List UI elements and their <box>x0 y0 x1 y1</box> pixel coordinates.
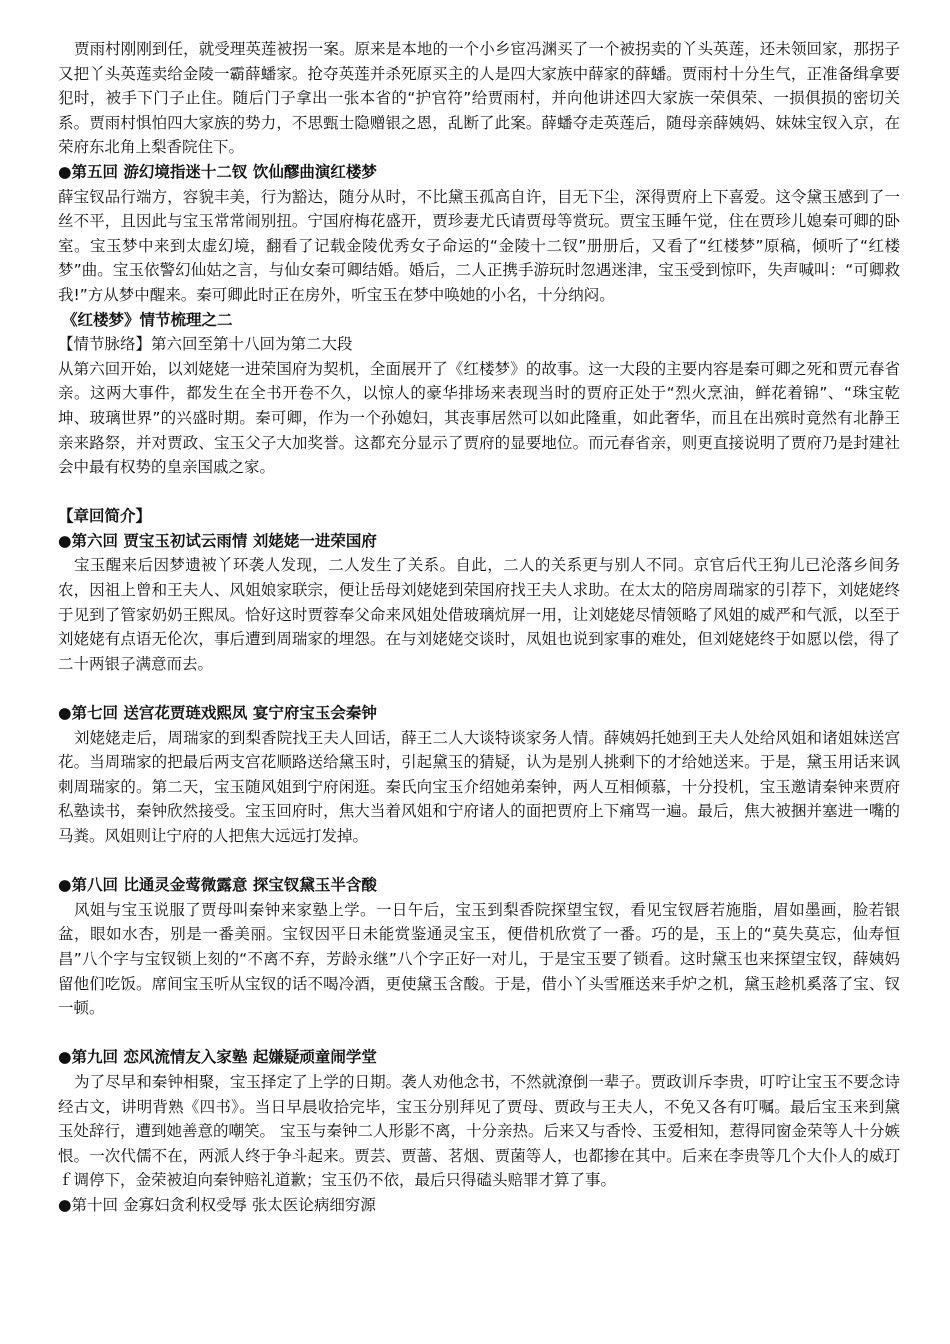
spacer <box>58 1021 900 1046</box>
spacer <box>58 849 900 874</box>
spacer <box>58 676 900 701</box>
chapter-9-title: ●第九回 恋风流情友入家塾 起嫌疑顽童闹学堂 <box>58 1048 377 1067</box>
chapter-6-title: ●第六回 贾宝玉初试云雨情 刘姥姥一进荣国府 <box>58 531 377 550</box>
plot-label: 【情节脉络】第六回至第十八回为第二大段 <box>58 335 353 354</box>
plot-body: 从第六回开始，以刘姥姥一进荣国府为契机，全面展开了《红楼梦》的故事。这一大段的主要内容是秦可卿之死和贾元春省亲。这两大事件，都发生在全书开卷不久，以惊人的豪华排场来表现当时的贾府正处于“烈火烹油，鲜花着锦”、“珠宝乾坤、玻璃世界”的兴盛时期。秦可卿，作为一个孙媳妇，其丧事居然可以如此隆重，如此奢华，而且在出殡时竟然有北静王亲来路祭，并对贾政、宝玉父子大加奖誉。这都充分显示了贾府的显要地位。而元春省亲，则更直接说明了贾府乃是封建社会中最有权势的皇亲国戚之家。 <box>58 359 900 477</box>
chapter-5-title: ●第五回 游幻境指迷十二钗 饮仙醪曲演红楼梦 <box>58 162 377 181</box>
section-2-title: 《红楼梦》情节梳理之二 <box>62 310 233 329</box>
chapter-8-title: ●第八回 比通灵金莺微露意 探宝钗黛玉半含酸 <box>58 876 377 895</box>
chapter-7-title: ●第七回 送宫花贾琏戏熙凤 宴宁府宝玉会秦钟 <box>58 704 377 723</box>
spacer <box>58 480 900 505</box>
chapter-7-body: 刘姥姥走后，周瑞家的到梨香院找王夫人回话，薛王二人大谈特谈家务人情。薛姨妈托她到王夫人处给风姐和诸姐妹送宫花。当周瑞家的把最后两支宫花顺路送给黛玉时，引起黛玉的猜疑，认为是别人挑剩下的才给她送来。于是，黛玉用话来讽刺周瑞家的。第二天，宝玉随风姐到宁府闲逛。秦氏向宝玉介绍她弟秦钟，两人互相倾慕，十分投机，宝玉邀请秦钟来贾府私塾读书，秦钟欣然接受。宝玉回府时，焦大当着风姐和宁府诸人的面把贾府上下痛骂一遍。最后，焦大被捆并塞进一嘴的马粪。风姐则让宁府的人把焦大远远打发掉。 <box>58 728 900 845</box>
chapter-10-title: ●第十回 金寡妇贪利权受辱 张太医论病细穷源 <box>58 1195 376 1214</box>
chapter-6-body: 宝玉醒来后因梦遗被丫环袭人发现，二人发生了关系。自此，二人的关系更与别人不同。京官后代王狗儿已沦落乡间务农，因祖上曾和王夫人、风姐娘家联宗，便让岳母刘姥姥到荣国府找王夫人求助。在太太的陪房周瑞家的引荐下，刘姥姥终于见到了管家奶奶王熙凤。恰好这时贾蓉奉父命来风姐处借玻璃炕屏一用，让刘姥姥尽情领略了风姐的威严和气派，以至于刘姥姥有点语无伦次，事后遭到周瑞家的埋怨。在与刘姥姥交谈时，凤姐也说到家事的难处，但刘姥姥终于如愿以偿，得了二十两银子满意而去。 <box>58 556 900 673</box>
chapter-9-body: 为了尽早和秦钟相聚，宝玉择定了上学的日期。袭人劝他念书，不然就潦倒一辈子。贾政训斥李贵，叮咛让宝玉不要念诗经古文，讲明背熟《四书》。当日早晨收拾完毕，宝玉分别拜见了贾母、贾政与王夫人，不免又各有叮嘱。最后宝玉来到黛玉处辞行，遭到她善意的嘲笑。 宝玉与秦钟二人形影不离，十分亲热。后来又与香怜、玉爱相知，惹得同窗金荣等人十分嫉恨。一次代儒不在，两派人终于争斗起来。贾芸、贾蔷、茗烟、贾菌等人，也都掺在其中。后来在李贵等几个大仆人的威玎ｆ调停下，金荣被迫向秦钟赔礼道歉；宝玉仍不依，最后只得磕头赔罪才算了事。 <box>58 1072 900 1190</box>
summary-label: 【章回简介】 <box>58 507 152 526</box>
chapter-5-body: 薛宝钗品行端方，容貌丰美，行为豁达，随分从时，不比黛玉孤高自许，目无下尘，深得贾府上下喜爱。这令黛玉感到了一丝不平，且因此与宝玉常常闹别扭。宁国府梅花盛开，贾珍妻尤氏请贾母等赏玩。贾宝玉睡午觉，住在贾珍儿媳秦可卿的卧室。宝玉梦中来到太虚幻境，翻看了记载金陵优秀女子命运的“金陵十二钗”册册后，又看了“红楼梦”原稿，倾听了“红楼梦”曲。宝玉依警幻仙姑之言，与仙女秦可卿结婚。婚后，二人正携手游玩时忽遇迷津，宝玉受到惊吓，失声喊叫：“可卿救我!”方从梦中醒来。秦可卿此时正在房外，听宝玉在梦中唤她的小名，十分纳闷。 <box>58 187 900 304</box>
chapter-8-body: 风姐与宝玉说服了贾母叫秦钟来家塾上学。一日午后，宝玉到梨香院探望宝钗，看见宝钗唇若施脂，眉如墨画，脸若银盆，眼如水杏，别是一番美丽。宝钗因平日未能赏鉴通灵宝玉，便借机欣赏了一番。巧的是，玉上的“莫失莫忘，仙寿恒昌”八个字与宝钗锁上刻的“不离不弃，芳龄永继”八个字正好一对儿，于是宝玉要了锁看。这时黛玉也来探望宝钗，薛姨妈留他们吃饭。席间宝玉听从宝钗的话不喝冷酒，更使黛玉含酸。于是，借小丫头雪雁送来手炉之机，黛玉趁机奚落了宝、钗一顿。 <box>58 900 900 1018</box>
intro-paragraph: 贾雨村刚刚到任，就受理英莲被拐一案。原来是本地的一个小乡宦冯渊买了一个被拐卖的丫头英莲，还未领回家，那拐子又把丫头英莲卖给金陵一霸薛蟠家。抢夺英莲并杀死原买主的人是四大家族中薛家的薛蟠。贾雨村十分生气，正准备缉拿要犯时，被手下门子止住。随后门子拿出一张本省的“护官符”给贾雨村，并向他讲述四大家族一荣俱荣、一损俱损的密切关系。贾雨村惧怕四大家族的势力，不思甄士隐赠银之恩，乱断了此案。薛蟠夺走英莲后，随母亲薛姨妈、妹妹宝钗入京，在荣府东北角上梨香院住下。 <box>58 40 900 157</box>
